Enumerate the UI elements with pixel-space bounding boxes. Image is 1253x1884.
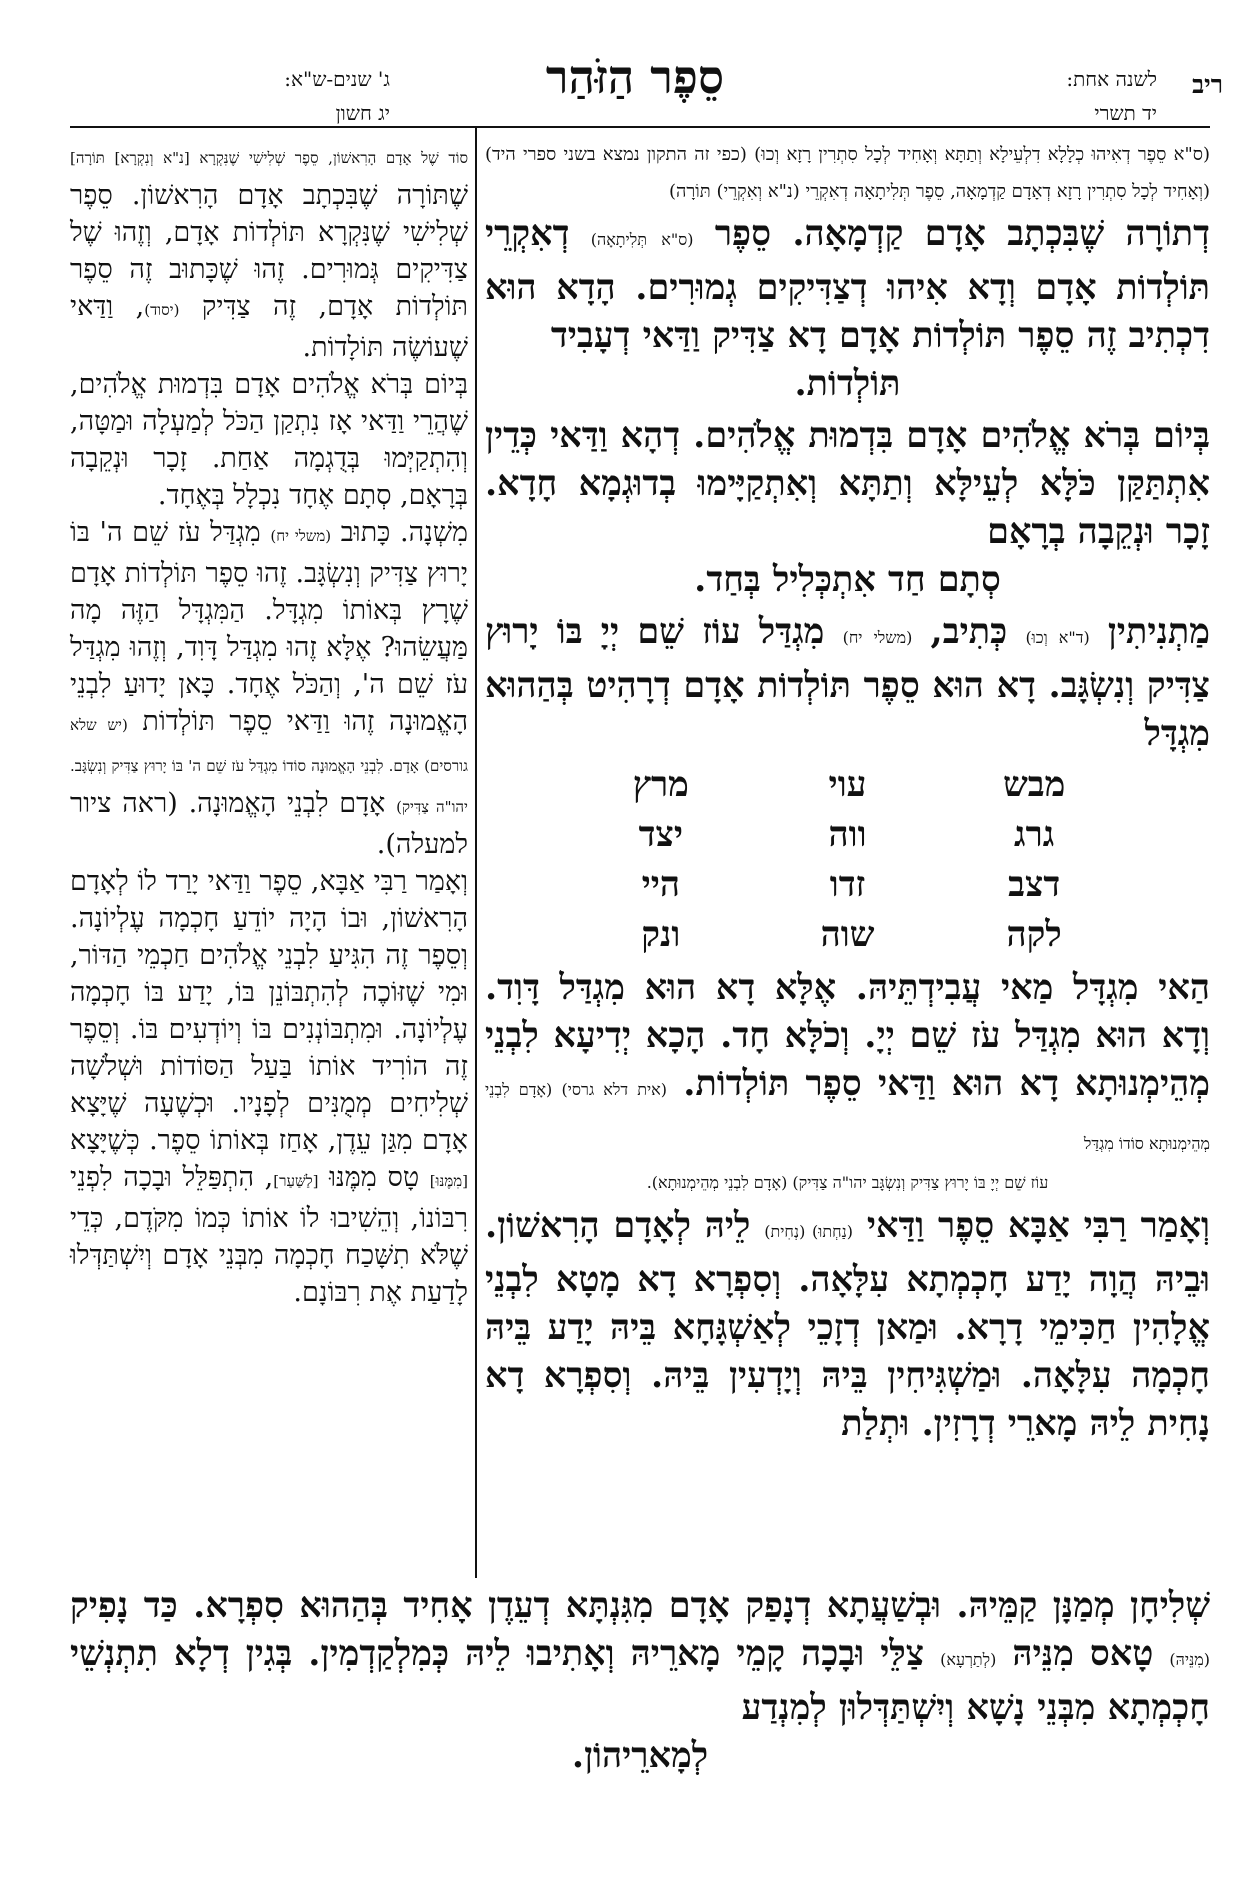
main-p4-text: הַאי מִגְדָּל מַאי עֲבִידְתֵּיהּ. אֶלָּא דָא הוּא מִגְדַּל דָּוִד. וְדָא הוּא מִגְדַּל עֹז שֵׁם יְיָ. וְכֹלָּא חָד. הָכָא יְדִיעָא לִבְנֵי מְהֵימְנוּתָא דָא הוּא וַדַּאי סֵפֶר תּוֹלְדוֹת. (485, 967, 1211, 1104)
main-p1-end: תּוֹלְדוֹת. (794, 363, 901, 404)
table-cell: עוי (828, 764, 867, 805)
main-intro-note: (ס"א סֵפֶר דְאִיהוּ כְלָלָא דִלְעֵילָא וְתַתָּא וְאָחִיד לְכָל סִתְרִין רָזָא וְכוּ) (כפי זה התקון נמצא בשני ספרי היד) (וְאָחִיד לְכָל סִתְרִין רָזָא דְאָדָם קַדְמָאָה, סֵפֶר תְּלִיתָאָה דְאִקְרֵי (נ"א וְאִקְרֵי) תּוֹרָה) (485, 144, 1210, 202)
main-p5-small: (נַחְתוּ) (נְחִית) (764, 1222, 854, 1241)
trans-p4-text: וְאָמַר רַבִּי אַבָּא, סֵפֶר וַדַּאי יָרַד לוֹ לְאָדָם הָרִאשׁוֹן, וּבוֹ הָיָה יוֹדֵעַ חָכְמָה עֶלְיוֹנָה. וְסֵפֶר זֶה הִגִּיעַ לִבְנֵי אֱלֹהִים חַכְמֵי הַדּוֹר, וּמִי שֶׁזּוֹכֶה לְהִתְבּוֹנֵן בּוֹ, יָדַע בּוֹ חָכְמָה עֶלְיוֹנָה. וּמִתְבּוֹנְנִים בּוֹ וְיוֹדְעִים בּוֹ. וְסֵפֶר זֶה הוֹרִיד אוֹתוֹ בַּעַל הַסּוֹדוֹת וּשְׁלֹשָׁה שְׁלִיחִים מְמֻנִּים לְפָנָיו. וּכְשֶׁעָה שֶׁיָּצָא אָדָם מִגַּן עֵדֶן, אָחַז בְּאוֹתוֹ סֵפֶר. כְּשֶׁיָּצָא (70, 866, 468, 1156)
bottom-small-1: (מִנֵּיהּ) (1169, 1650, 1210, 1669)
header-right-line2: יד תשרי (1094, 101, 1157, 125)
trans-p3-c: אָדָם לִבְנֵי הָאֱמוּנָה. (ראה ציור למעלה). (70, 788, 468, 860)
trans-p4-c: , הִתְפַּלֵּל וּבָכָה לִפְנֵי רִבּוֹנוֹ, וְהֵשִׁיבוּ לוֹ אוֹתוֹ כְּמוֹ מִקֹּדֶם, כְּדֵי שֶׁלֹּא תִשָּׁכַח חָכְמָה מִבְּנֵי אָדָם וְיִשְׁתַּדְּלוּ לָדַעַת אֶת רִבּוֹנָם. (70, 1162, 468, 1308)
table-cell: יצד (638, 814, 684, 855)
table-cell: היי (641, 864, 681, 905)
main-paragraph-5 (485, 1202, 1210, 1448)
header-left-line1: ג' שנים-ש"א: (284, 67, 390, 91)
main-p3-a: כְּתִיב, (930, 611, 1008, 652)
table-cell: ונק (641, 914, 681, 955)
table-cell: דצב (1008, 864, 1061, 905)
bottom-small-2: (לְתַרְעָא) (940, 1650, 997, 1669)
trans-p3-b: מִגְדַּל עֹז שֵׁם ה' בּוֹ יָרוּץ צַדִּיק וְנִשְׂגָּב. זֶהוּ סֵפֶר תּוֹלְדוֹת אָדָם שֶׁרָץ בְּאוֹתוֹ מִגְדָּל. הַמִּגְדָּל הַזֶּה מָה מַּעֲשֵׂהוּ? אֶלָּא זֶהוּ מִגְדַּל דָּוִד, וְזֶהוּ מִגְדַּל עֹז שֵׁם ה', וְהַכֹּל אֶחָד. כָּאן יָדוּעַ לִבְנֵי הָאֱמוּנָה זֶהוּ וַדַּאי סֵפֶר תּוֹלְדוֹת (70, 517, 469, 737)
main-p5-word: וְאָמַר (1140, 1205, 1211, 1246)
table-cell: גרג (1014, 814, 1055, 855)
trans-p1-small2: (יסוד) (144, 301, 180, 319)
letter-combination-table (568, 760, 1128, 960)
header-left-line2: יג חשון (335, 101, 390, 125)
column-divider (475, 128, 477, 1578)
table-cell: מבש (1002, 764, 1066, 805)
table-cell: מרץ (632, 764, 689, 805)
main-p1-a: דְתוֹרָה שֶׁבִּכְתָב אָדָם קַדְמָאָה. סֵפֶר (714, 213, 1210, 254)
header-right-line1: לשנה אחת: (1066, 67, 1157, 91)
page-title: סֵפֶר הַזֹּהַר (545, 50, 725, 104)
bottom-text-a: שְׁלִיחָן מְמַנָּן קַמֵּיהּ. וּבְשַׁעֲתָא דְנָפַק אָדָם מִגִּנְתָּא דְעֵדֶן אָחִיד בְּהַהוּא סִפְרָא. כַּד נָפִיק (70, 1585, 1210, 1626)
main-text-column (485, 136, 1210, 1448)
trans-p3-small2: (יש שלא גורסים) אָדָם. לִבְנֵי הָאֱמוּנָה סוֹדוֹ מִגְדַּל עֹז שֵׁם ה' בּוֹ יָרוּץ צַדִּיק וְנִשְׂגָּב. יהו"ה צַדִּיק) (70, 716, 468, 816)
main-p3-word: מַתְנִיתִין (1107, 611, 1210, 652)
header-left-info (70, 62, 390, 130)
bottom-text-block (70, 1582, 1210, 1780)
trans-p1-text: שֶׁתּוֹרָה שֶׁבִּכְתָב אָדָם הָרִאשׁוֹן. סֵפֶר שְׁלִישִׁי שֶׁנִּקְרָא תּוֹלְדוֹת אָדָם, וְזֶהוּ שֶׁל צַדִּיקִים גְּמוּרִים. זֶהוּ שֶׁכָּתוּב זֶה סֵפֶר תּוֹלְדוֹת אָדָם, זֶה צַדִּיק (70, 180, 468, 322)
trans-paragraph-3 (70, 514, 468, 863)
main-p1-small: (ס"א תְּלִיתָאָה) (590, 230, 694, 249)
main-p3-b: מִגְדַּל עוֹז שֵׁם יְיָ בּוֹ יָרוּץ צַדִּיק וְנִשְׂגָּב. דָא הוּא סֵפֶר תּוֹלְדוֹת אָדָם דְרָהִיט בְּהַהוּא מִגְדָּל (485, 611, 1210, 754)
main-p2-end: סְתָם חַד אִתְכְּלִיל בְּחַד. (694, 559, 1001, 600)
main-paragraph-4 (485, 964, 1210, 1168)
table-cell: לקה (1006, 914, 1062, 955)
header-right-info (937, 62, 1157, 130)
trans-p4-small2: [לַשַּׁעַר] (273, 1172, 319, 1190)
main-note-line: עוֹז שֵׁם יְיָ בּוֹ יָרוּץ צַדִּיק וְנִשְׂגָּב יהו"ה צַדִּיק) (אָדָם לִבְנֵי מְהֵימְנוּתָא). (646, 1173, 1049, 1192)
trans-p1-end: , וַדַּאי שֶׁעוֹשֶׂה תּוֹלָדוֹת. (70, 291, 468, 363)
header-rule (70, 126, 1210, 128)
main-p5-a: רַבִּי אַבָּא סֵפֶר וַדַּאי (866, 1205, 1127, 1246)
main-p3-small2: (משלי יח) (842, 628, 913, 647)
trans-p3-a: מִשְׁנָה. כָּתוּב (340, 517, 469, 548)
main-paragraph-1 (485, 210, 1210, 360)
trans-paragraph-1 (70, 136, 468, 366)
trans-p4-small: [מִמֶּנּוּ] (429, 1172, 468, 1190)
translation-column (70, 136, 468, 1311)
main-p5-b: לֵיהּ לְאָדָם הָרִאשׁוֹן. וּבֵיהּ הֲוָה יָדַע חָכְמְתָא עִלָּאָה. וְסִפְרָא דָא מָטָא לִבְנֵי אֱלָהִין חַכִּימֵי דָרָא. וּמַאן דְזָכֵי לְאַשְׁגָּחָא בֵּיהּ יָדַע בֵּיהּ חָכְמָה עִלָּאָה. וּמַשְׁגִּיחִין בֵּיהּ וְיָדְעִין בֵּיהּ. וְסִפְרָא דָא נָחִית לֵיהּ מָארֵי דְרָזִין. וּתְלַת (485, 1205, 1210, 1444)
trans-paragraph-2: בְּיוֹם בְּרֹא אֱלֹהִים אָדָם בִּדְמוּת אֱלֹהִים, שֶׁהֲרֵי וַדַּאי אָז נִתְקַן הַכֹּל לְמַעְלָה וּמַטָּה, וְהִתְקַיְּמוּ בְּדֻגְמָה אַחַת. זָכָר וּנְקֵבָה בְּרָאָם, סְתָם אֶחָד נִכְלָל בְּאֶחָד. (70, 369, 468, 511)
trans-paragraph-4 (70, 863, 468, 1311)
trans-p4-b: טָס מִמֶּנּוּ (329, 1162, 420, 1193)
trans-p1-small: סוֹד שֶׁל אָדָם הָרִאשׁוֹן, סֵפֶר שְׁלִישִׁי שֶׁנִּקְרָא [נ"א וְנִקְרָא] תּוֹרָה] (70, 149, 468, 167)
bottom-text-b: טָאס מִנֵּיהּ (1012, 1633, 1154, 1674)
main-p1-b: דְאִקְרֵי תּוֹלְדוֹת אָדָם וְדָא אִיהוּ דְצַדִּיקִים גְמוּרִים. הָדָא הוּא דִכְתִיב זֶה סֵפֶר תּוֹלְדוֹת אָדָם דָא צַדִּיק וַדַּאי דְעָבִיד (485, 213, 1210, 356)
main-p3-small1: (ד"א וְכוּ) (1025, 628, 1090, 647)
bottom-last-line: לְמָארֵיהוֹן. (571, 1735, 709, 1776)
main-paragraph-2: בְּיוֹם בְּרֹא אֱלֹהִים אָדָם בִּדְמוּת אֱלֹהִים. דְהָא וַדַּאי כְּדֵין אִתְתַּקַּן כֹּלָּא לְעֵילָּא וְתַתָּא וְאִתְקַיָּימוּ בְדוּגְמָא חָדָא. זָכָר וּנְקֵבָה בְרָאָם (485, 415, 1210, 552)
bottom-text-c: צַלֵּי וּבָכָה קָמֵי מָארֵיהּ וְאָתִיבוּ לֵיהּ כְּמִלְקַדְמִין. בְּגִין דְלָא תִתְנְשֵׁי חָכְמְתָא מִבְּנֵי נָשָׁא וְיִשְׁתַּדְּלוּן לְמִנְדַע (70, 1633, 1210, 1728)
main-paragraph-3 (485, 608, 1210, 758)
main-p4-small: (אית דלא גרסי) (אָדָם לִבְנֵי מְהֵימְנוּתָא סוֹדוֹ מִגְדַּל (485, 1080, 1210, 1153)
table-cell: זדו (829, 864, 866, 905)
page-number: ריב (1192, 70, 1223, 99)
bottom-paragraph (70, 1582, 1210, 1732)
table-cell: ווה (828, 814, 867, 855)
trans-p3-small: (משלי יח) (270, 527, 332, 545)
table-cell: שוה (820, 914, 875, 955)
